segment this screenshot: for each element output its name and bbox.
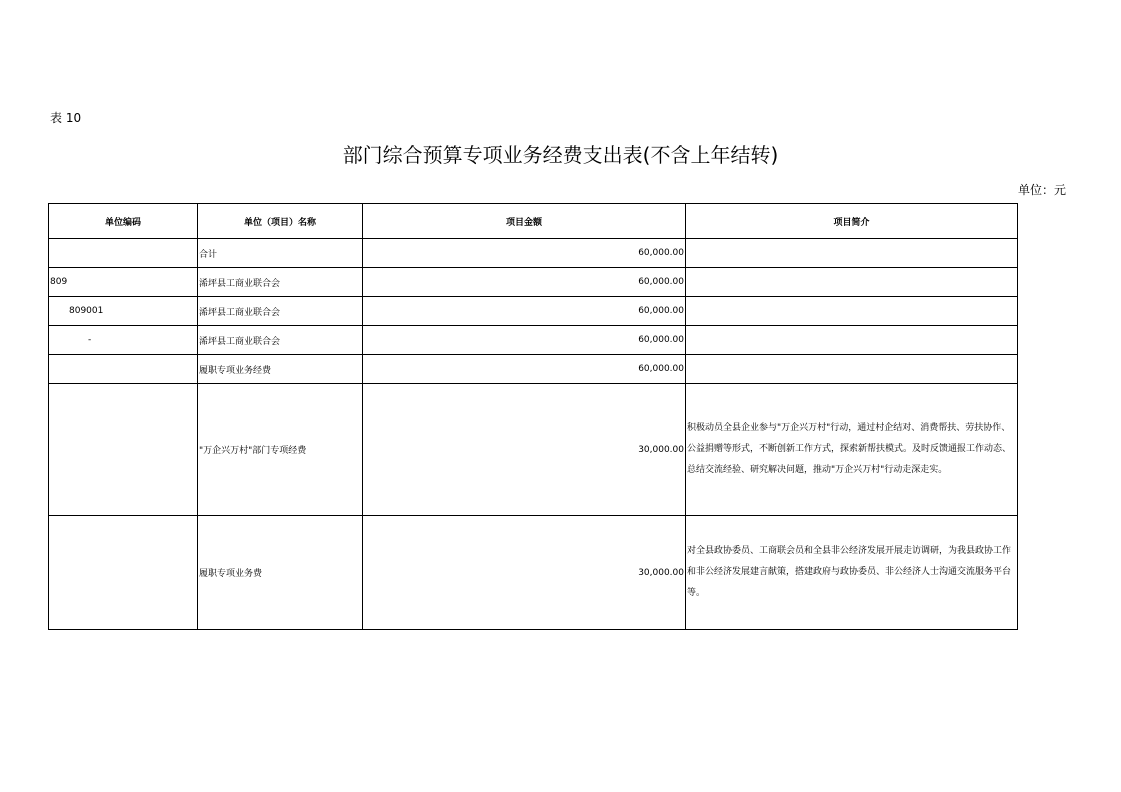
column-header-name: 单位（项目）名称: [198, 204, 363, 239]
page-title: 部门综合预算专项业务经费支出表(不含上年结转): [342, 143, 779, 167]
cell-code: [49, 355, 198, 384]
column-header-code: 单位编码: [49, 204, 198, 239]
cell-amount: 30,000.00: [363, 384, 686, 516]
column-header-amount: 项目金额: [363, 204, 686, 239]
cell-description: [686, 355, 1018, 384]
table-number: 表 10: [50, 111, 82, 125]
cell-code: -: [49, 326, 198, 355]
cell-description: 积极动员全县企业参与"万企兴万村"行动，通过村企结对、消费帮扶、劳扶协作、公益捐赠等形式，不断创新工作方式，探索新帮扶模式。及时反馈通报工作动态、总结交流经验、研究解决问题，推动"万企兴万村"行动走深走实。: [686, 384, 1018, 516]
table-header-row: [49, 204, 1018, 239]
table-row: [49, 516, 1018, 630]
table-row: [49, 239, 1018, 268]
cell-name: 履职专项业务费: [198, 516, 363, 630]
cell-code: [49, 516, 198, 630]
table-row: [49, 326, 1018, 355]
cell-code: 809001: [49, 297, 198, 326]
budget-table: [48, 203, 1018, 630]
cell-name: 浠坪县工商业联合会: [198, 297, 363, 326]
cell-code: [49, 384, 198, 516]
cell-name: 浠坪县工商业联合会: [198, 326, 363, 355]
cell-description: 对全县政协委员、工商联会员和全县非公经济发展开展走访调研，为我县政协工作和非公经济发展建言献策，搭建政府与政协委员、非公经济人士沟通交流服务平台等。: [686, 516, 1018, 630]
cell-amount: 60,000.00: [363, 297, 686, 326]
cell-description: [686, 326, 1018, 355]
cell-amount: 60,000.00: [363, 239, 686, 268]
cell-name: 浠坪县工商业联合会: [198, 268, 363, 297]
cell-code: 809: [49, 268, 198, 297]
cell-description: [686, 268, 1018, 297]
cell-description: [686, 239, 1018, 268]
table-row: [49, 297, 1018, 326]
cell-code: [49, 239, 198, 268]
table-row: [49, 384, 1018, 516]
unit-label: 单位：元: [1017, 183, 1066, 197]
column-header-description: 项目简介: [686, 204, 1018, 239]
cell-amount: 60,000.00: [363, 268, 686, 297]
cell-description: [686, 297, 1018, 326]
table-row: [49, 355, 1018, 384]
cell-name: "万企兴万村"部门专项经费: [198, 384, 363, 516]
cell-amount: 60,000.00: [363, 326, 686, 355]
cell-name: 合计: [198, 239, 363, 268]
cell-amount: 60,000.00: [363, 355, 686, 384]
table-row: [49, 268, 1018, 297]
cell-amount: 30,000.00: [363, 516, 686, 630]
cell-name: 履职专项业务经费: [198, 355, 363, 384]
